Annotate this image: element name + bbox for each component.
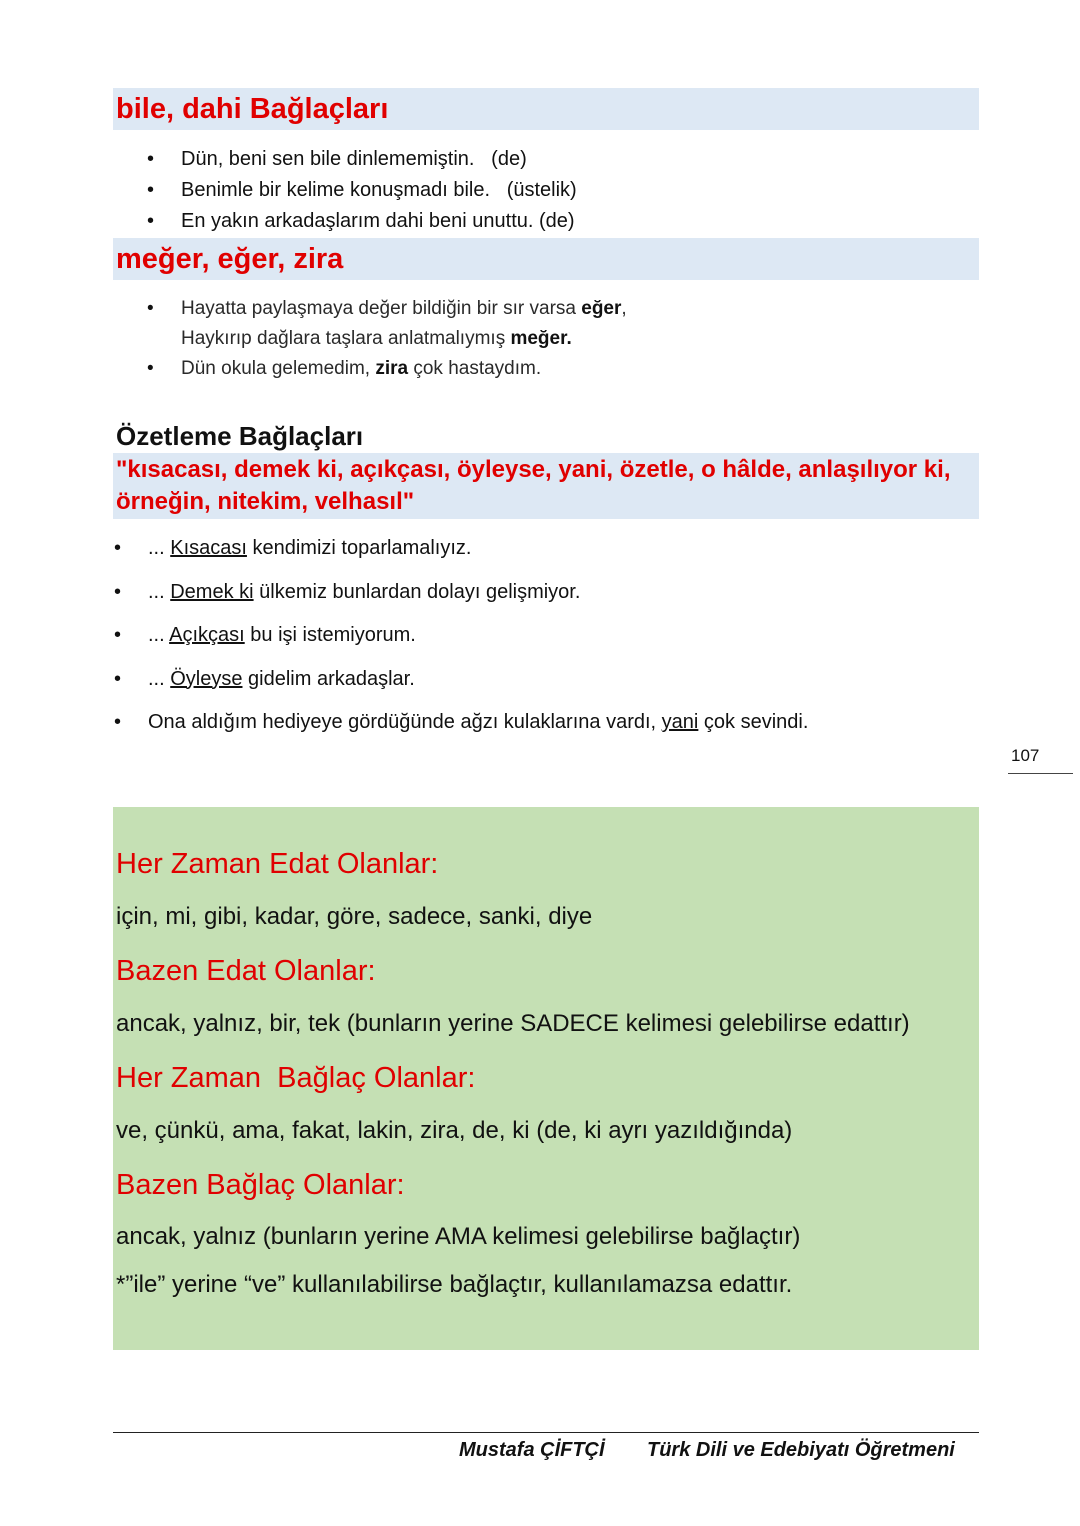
footer-role: Türk Dili ve Edebiyatı Öğretmeni	[647, 1439, 955, 1461]
section-band-meger-eger-zira	[113, 238, 979, 280]
item-rest: kendimizi toparlamalıyız.	[246, 537, 472, 559]
list-item: • Dün, beni sen bile dinlememiştin. (de)	[181, 144, 577, 175]
summary-text-sometimes-baglac: ancak, yalnız (bunların yerine AMA kelimesi gelebilirse bağlaçtır)	[116, 1223, 801, 1250]
poem-line1-bold: eğer	[581, 298, 622, 319]
list-item	[148, 571, 808, 615]
item-rest: bu işi istemiyorum.	[244, 624, 416, 646]
poem-line2-bold: meğer.	[510, 328, 572, 349]
item-prefix: ...	[148, 624, 170, 646]
item-rest: gidelim arkadaşlar.	[242, 667, 415, 690]
list-item	[148, 658, 808, 702]
ozetleme-list-band	[113, 453, 979, 519]
section-band-bile-dahi	[113, 88, 979, 130]
item-keyword: Öyleyse	[170, 667, 243, 690]
summary-text-always-baglac: ve, çünkü, ama, fakat, lakin, zira, de, ki (de, ki ayrı yazıldığında)	[116, 1117, 793, 1144]
summary-text-always-edat: için, mi, gibi, kadar, göre, sadece, sanki, diye	[116, 903, 593, 930]
summary-heading-sometimes-baglac: Bazen Bağlaç Olanlar:	[116, 1169, 405, 1201]
footer-author: Mustafa ÇİFTÇİ	[459, 1439, 605, 1461]
ozetleme-list-line1: "kısacası, demek ki, açıkçası, öyleyse, yani, özetle, o hâlde, anlaşılıyor ki,	[116, 456, 951, 483]
item-prefix: Ona aldığım hediyeye gördüğünde ağzı kulaklarına vardı,	[148, 711, 662, 733]
list-item	[148, 614, 808, 658]
meger-eger-zira-examples	[181, 294, 627, 384]
poem-line1-text: Hayatta paylaşmaya değer bildiğin bir sır varsa	[181, 298, 582, 319]
item-prefix: ...	[148, 667, 171, 690]
zira-text-pre: Dün okula gelemedim,	[181, 358, 376, 379]
summary-heading-always-baglac: Her Zaman Bağlaç Olanlar:	[116, 1062, 476, 1094]
section-heading-ozetleme: Özetleme Bağlaçları	[116, 421, 364, 451]
list-item: • Benimle bir kelime konuşmadı bile. (üstelik)	[181, 175, 577, 206]
summary-box	[113, 807, 979, 1350]
summary-heading-always-edat: Her Zaman Edat Olanlar:	[116, 848, 439, 880]
summary-note-ile: *”ile” yerine “ve” kullanılabilirse bağlaçtır, kullanılamazsa edattır.	[116, 1271, 793, 1298]
item-keyword: yani	[661, 711, 699, 733]
item-keyword: Kısacası	[170, 537, 247, 559]
item-prefix: ...	[148, 537, 171, 559]
item-rest: çok sevindi.	[698, 711, 809, 733]
ozetleme-list-line2: örneğin, nitekim, velhasıl"	[116, 488, 415, 515]
ozetleme-examples	[148, 527, 808, 745]
section-title: bile, dahi Bağlaçları	[116, 93, 389, 125]
item-keyword: Açıkçası	[169, 624, 245, 646]
list-item-poem	[181, 294, 627, 354]
summary-text-sometimes-edat: ancak, yalnız, bir, tek (bunların yerine SADECE kelimesi gelebilirse edattır)	[116, 1010, 910, 1037]
summary-heading-sometimes-edat: Bazen Edat Olanlar:	[116, 955, 376, 987]
poem-line2-text: Haykırıp dağlara taşlara anlatmalıymış	[181, 328, 511, 349]
list-item	[148, 701, 808, 745]
zira-text-post: çok hastaydım.	[408, 358, 542, 379]
footer-divider	[113, 1432, 979, 1433]
bile-dahi-examples	[181, 144, 577, 237]
page-number: 107	[1008, 744, 1073, 774]
item-keyword: Demek ki	[170, 580, 254, 603]
item-rest: ülkemiz bunlardan dolayı gelişmiyor.	[253, 580, 581, 603]
poem-line1-end: ,	[621, 298, 627, 319]
list-item: • En yakın arkadaşlarım dahi beni unuttu. (de)	[181, 206, 577, 237]
list-item	[148, 527, 808, 571]
zira-bold: zira	[375, 358, 409, 379]
item-prefix: ...	[148, 580, 171, 603]
list-item	[181, 354, 627, 384]
section-title: meğer, eğer, zira	[116, 243, 344, 275]
